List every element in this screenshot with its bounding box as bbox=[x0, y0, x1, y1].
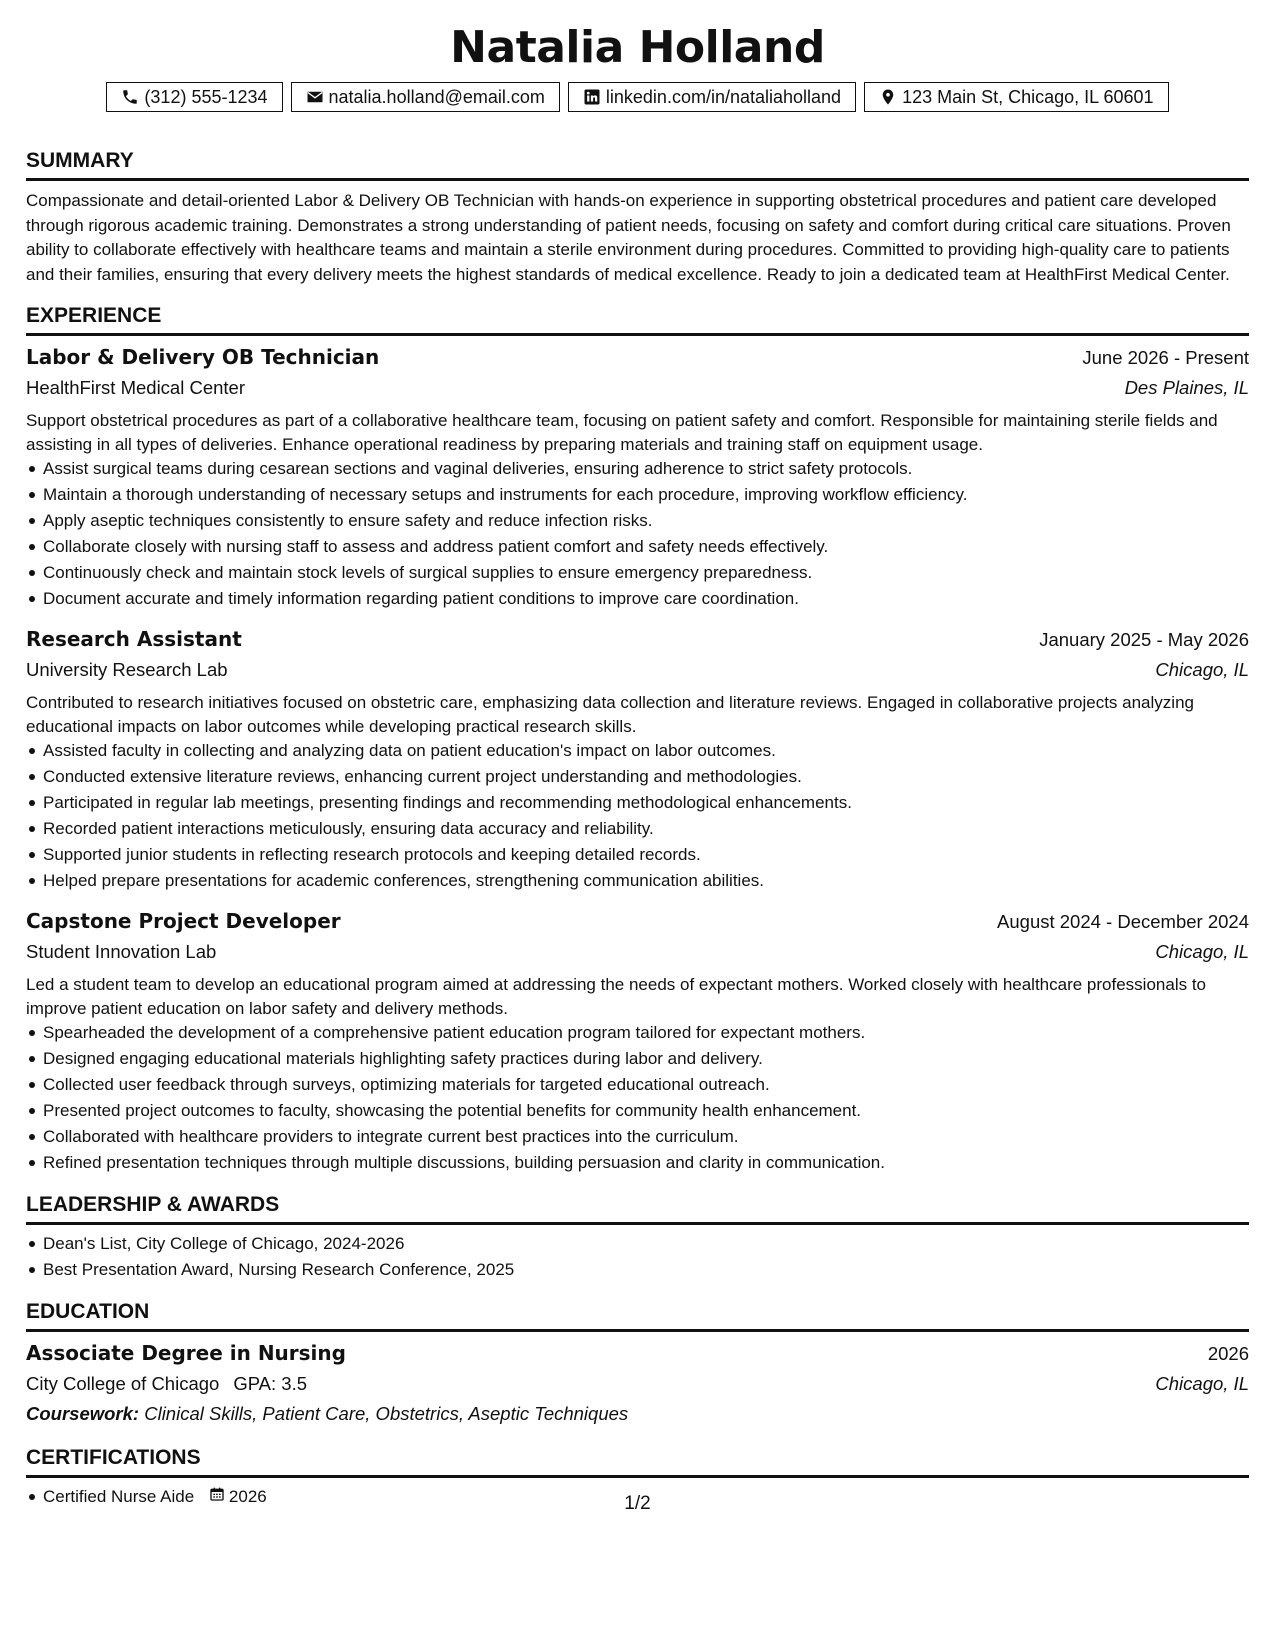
list-item: Presented project outcomes to faculty, showcasing the potential benefits for community health enhancement. bbox=[43, 1098, 1249, 1124]
list-item: Document accurate and timely information regarding patient conditions to improve care coordination. bbox=[43, 586, 1249, 612]
list-item: Participated in regular lab meetings, presenting findings and recommending methodological enhancements. bbox=[43, 790, 1249, 816]
job-description: Led a student team to develop an educational program aimed at addressing the needs of expectant mothers. Worked closely with healthcare professionals to improve patient education on labor safety and delivery methods. bbox=[26, 975, 1206, 1018]
contact-phone[interactable] bbox=[106, 82, 282, 112]
section-title-awards: LEADERSHIP & AWARDS bbox=[26, 1192, 1249, 1225]
certification-year: 2026 bbox=[228, 1487, 267, 1506]
summary-section bbox=[26, 148, 1249, 287]
job-company: HealthFirst Medical Center bbox=[26, 377, 245, 398]
contact-address[interactable] bbox=[864, 82, 1169, 112]
contact-email[interactable] bbox=[291, 82, 560, 112]
section-title-education: EDUCATION bbox=[26, 1299, 1249, 1332]
coursework-label: Coursework: bbox=[26, 1403, 140, 1424]
job-entry bbox=[26, 906, 1249, 1176]
coursework bbox=[26, 1399, 1249, 1429]
education-section bbox=[26, 1299, 1249, 1429]
contact-linkedin[interactable] bbox=[568, 82, 856, 112]
section-title-experience: EXPERIENCE bbox=[26, 303, 1249, 336]
list-item: Maintain a thorough understanding of necessary setups and instruments for each procedure, improving workflow efficiency. bbox=[43, 482, 1249, 508]
job-bullets bbox=[26, 1020, 1249, 1176]
coursework-list: Clinical Skills, Patient Care, Obstetrics, Aseptic Techniques bbox=[144, 1403, 629, 1424]
list-item: Assist surgical teams during cesarean sections and vaginal deliveries, ensuring adherence to strict safety protocols. bbox=[43, 456, 1249, 482]
job-title: Labor & Delivery OB Technician bbox=[26, 345, 380, 369]
job-entry bbox=[26, 342, 1249, 612]
job-entry bbox=[26, 624, 1249, 894]
section-title-summary: SUMMARY bbox=[26, 148, 1249, 181]
job-description: Contributed to research initiatives focused on obstetric care, emphasizing data collection and literature reviews. Engaged in collaborative projects analyzing educational impacts on labor outcomes while developing practical research skills. bbox=[26, 693, 1194, 736]
contact-bar bbox=[26, 82, 1249, 112]
education-entry bbox=[26, 1338, 1249, 1429]
list-item: Designed engaging educational materials highlighting safety practices during labor and delivery. bbox=[43, 1046, 1249, 1072]
job-dates: August 2024 - December 2024 bbox=[997, 911, 1249, 932]
job-location: Des Plaines, IL bbox=[1124, 377, 1249, 398]
email-text: natalia.holland@email.com bbox=[328, 87, 545, 107]
candidate-name: Natalia Holland bbox=[450, 22, 825, 73]
linkedin-text: linkedin.com/in/nataliaholland bbox=[605, 87, 842, 107]
page-number: 1/2 bbox=[624, 1493, 651, 1514]
list-item: Collaborated with healthcare providers to integrate current best practices into the curriculum. bbox=[43, 1124, 1249, 1150]
list-item: Spearheaded the development of a comprehensive patient education program tailored for expectant mothers. bbox=[43, 1020, 1249, 1046]
section-title-certifications: CERTIFICATIONS bbox=[26, 1445, 1249, 1478]
envelope-icon bbox=[306, 88, 324, 106]
gpa: GPA: 3.5 bbox=[233, 1373, 308, 1394]
list-item: Collected user feedback through surveys, optimizing materials for targeted educational outreach. bbox=[43, 1072, 1249, 1098]
school-location: Chicago, IL bbox=[1155, 1373, 1249, 1394]
experience-section bbox=[26, 303, 1249, 1176]
school-name: City College of Chicago bbox=[26, 1373, 220, 1394]
list-item: Dean's List, City College of Chicago, 2024-2026 bbox=[43, 1231, 1249, 1257]
phone-icon bbox=[121, 88, 139, 106]
list-item: Collaborate closely with nursing staff to assess and address patient comfort and safety needs effectively. bbox=[43, 534, 1249, 560]
list-item: Best Presentation Award, Nursing Research Conference, 2025 bbox=[43, 1257, 1249, 1283]
summary-text: Compassionate and detail-oriented Labor & Delivery OB Technician with hands-on experience in supporting obstetrical procedures and patient care developed through rigorous academic training. Demonstrates a strong understanding of patient needs, focusing on safety and comfort during critical care situations. Proven ability to collaborate effectively with healthcare teams and maintain a sterile environment during procedures. Committed to providing high-quality care to patients and their families, ensuring that every delivery meets the highest standards of medical excellence. Ready to join a dedicated team at HealthFirst Medical Center. bbox=[26, 191, 1231, 284]
address-text: 123 Main St, Chicago, IL 60601 bbox=[902, 87, 1154, 107]
job-company: Student Innovation Lab bbox=[26, 941, 217, 962]
awards-list bbox=[26, 1231, 1249, 1283]
list-item: Refined presentation techniques through multiple discussions, building persuasion and clarity in communication. bbox=[43, 1150, 1249, 1176]
job-title: Capstone Project Developer bbox=[26, 909, 341, 933]
degree-title: Associate Degree in Nursing bbox=[26, 1341, 346, 1365]
job-bullets bbox=[26, 456, 1249, 612]
list-item: Continuously check and maintain stock levels of surgical supplies to ensure emergency preparedness. bbox=[43, 560, 1249, 586]
list-item: Assisted faculty in collecting and analyzing data on patient education's impact on labor outcomes. bbox=[43, 738, 1249, 764]
certification-name: Certified Nurse Aide bbox=[43, 1487, 195, 1506]
map-pin-icon bbox=[879, 88, 897, 106]
linkedin-icon bbox=[583, 88, 601, 106]
awards-section bbox=[26, 1192, 1249, 1283]
list-item: Recorded patient interactions meticulously, ensuring data accuracy and reliability. bbox=[43, 816, 1249, 842]
list-item: Helped prepare presentations for academic conferences, strengthening communication abilities. bbox=[43, 868, 1249, 894]
job-bullets bbox=[26, 738, 1249, 894]
phone-text: (312) 555-1234 bbox=[144, 87, 268, 107]
graduation-year: 2026 bbox=[1207, 1343, 1249, 1364]
job-description: Support obstetrical procedures as part of a collaborative healthcare team, focusing on patient safety and comfort. Responsible for maintaining sterile fields and assisting in all types of deliveries. Enhance operational readiness by preparing materials and training staff on equipment usage. bbox=[26, 411, 1218, 454]
list-item: Apply aseptic techniques consistently to ensure safety and reduce infection risks. bbox=[43, 508, 1249, 534]
job-dates: June 2026 - Present bbox=[1082, 347, 1249, 368]
job-location: Chicago, IL bbox=[1155, 659, 1249, 680]
job-company: University Research Lab bbox=[26, 659, 228, 680]
list-item: Supported junior students in reflecting research protocols and keeping detailed records. bbox=[43, 842, 1249, 868]
job-dates: January 2025 - May 2026 bbox=[1039, 629, 1249, 650]
list-item: Conducted extensive literature reviews, enhancing current project understanding and methodologies. bbox=[43, 764, 1249, 790]
job-title: Research Assistant bbox=[26, 627, 242, 651]
resume-page bbox=[26, 20, 1249, 1510]
job-location: Chicago, IL bbox=[1155, 941, 1249, 962]
